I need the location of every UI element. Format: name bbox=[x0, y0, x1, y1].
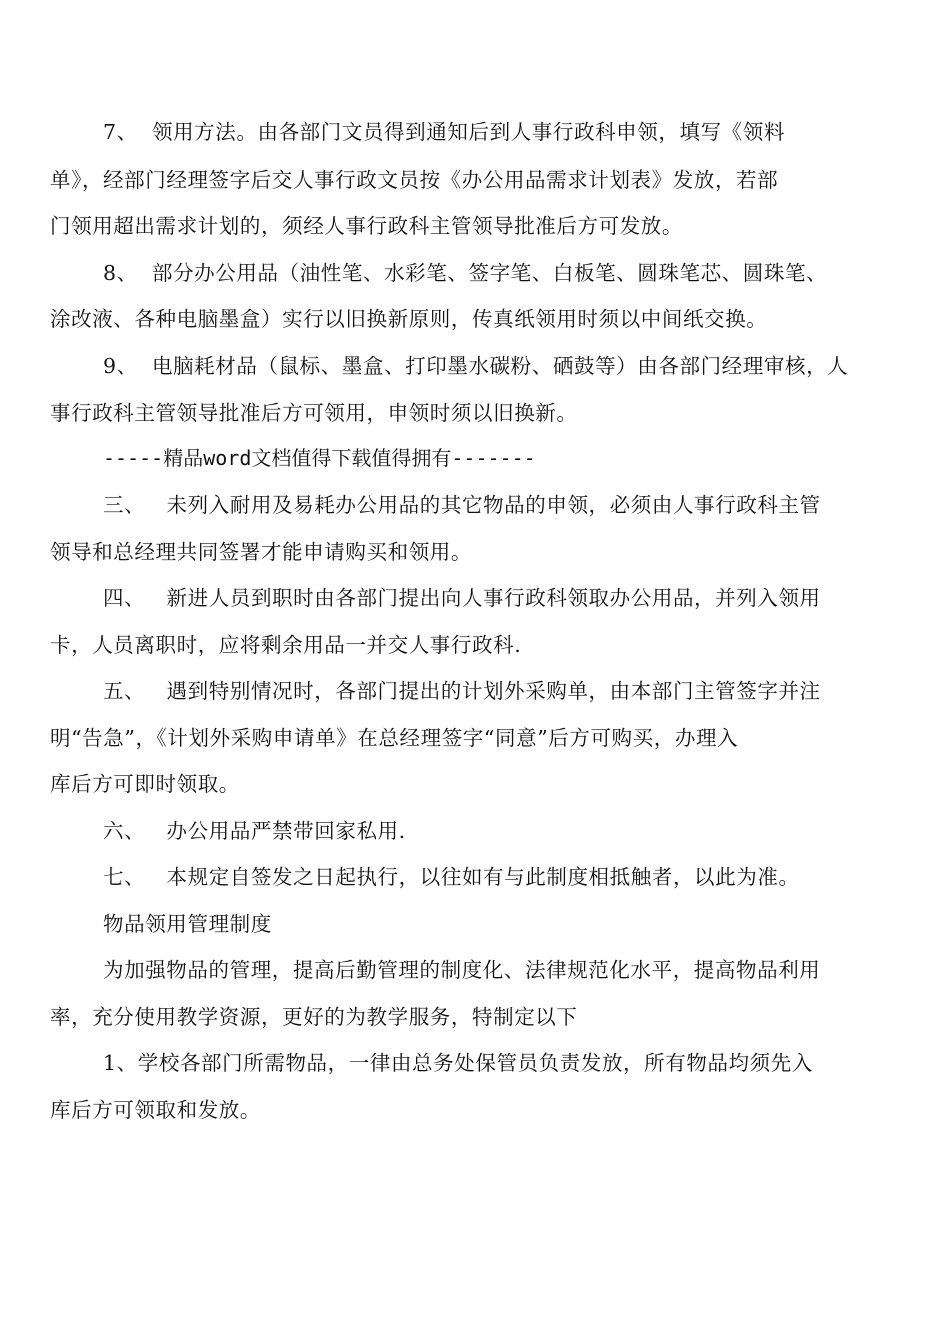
paragraph-line: 库后方可领取和发放。 bbox=[50, 1098, 261, 1122]
paragraph-line: 9、 电脑耗材品（鼠标、墨盒、打印墨水碳粉、硒鼓等）由各部门经理审核，人 bbox=[103, 354, 849, 378]
paragraph-line: 事行政科主管领导批准后方可领用，申领时须以旧换新。 bbox=[50, 401, 578, 425]
paragraph-line: 七、 本规定自签发之日起执行，以往如有与此制度相抵触者，以此为准。 bbox=[103, 865, 800, 889]
paragraph-line: 库后方可即时领取。 bbox=[50, 772, 240, 796]
paragraph-line: 领导和总经理共同签署才能申请购买和领用。 bbox=[50, 540, 472, 564]
paragraph-line: 率，充分使用教学资源，更好的为教学服务，特制定以下 bbox=[50, 1005, 578, 1029]
paragraph-line: 8、 部分办公用品（油性笔、水彩笔、签字笔、白板笔、圆珠笔芯、圆珠笔、 bbox=[103, 261, 828, 285]
paragraph-line: 六、 办公用品严禁带回家私用. bbox=[103, 819, 406, 843]
paragraph-line: 7、 领用方法。由各部门文员得到通知后到人事行政科申领，填写《领料 bbox=[103, 120, 785, 144]
watermark-text: -----精品word文档值得下载值得拥有------- bbox=[103, 446, 536, 470]
paragraph-line: 三、 未列入耐用及易耗办公用品的其它物品的申领，必须由人事行政科主管 bbox=[103, 493, 821, 517]
paragraph-line: 1、学校各部门所需物品，一律由总务处保管员负责发放，所有物品均须先入 bbox=[103, 1051, 813, 1075]
section-heading: 物品领用管理制度 bbox=[103, 912, 272, 936]
paragraph-line: 单》，经部门经理签字后交人事行政文员按《办公用品需求计划表》发放，若部 bbox=[50, 168, 779, 192]
paragraph-line: 五、 遇到特别情况时，各部门提出的计划外采购单，由本部门主管签字并注 bbox=[103, 679, 821, 703]
paragraph-line: 涂改液、各种电脑墨盒）实行以旧换新原则，传真纸领用时须以中间纸交换。 bbox=[50, 307, 768, 331]
paragraph-line: 为加强物品的管理，提高后勤管理的制度化、法律规范化水平，提高物品利用 bbox=[103, 958, 821, 982]
paragraph-line: 门领用超出需求计划的，须经人事行政科主管领导批准后方可发放。 bbox=[50, 214, 683, 238]
paragraph-line: 四、 新进人员到职时由各部门提出向人事行政科领取办公用品，并列入领用 bbox=[103, 586, 821, 610]
paragraph-line: 卡，人员离职时，应将剩余用品一并交人事行政科. bbox=[50, 633, 522, 657]
paragraph-line: 明“告急”，《计划外采购申请单》在总经理签字“同意”后方可购买，办理入 bbox=[50, 726, 739, 750]
